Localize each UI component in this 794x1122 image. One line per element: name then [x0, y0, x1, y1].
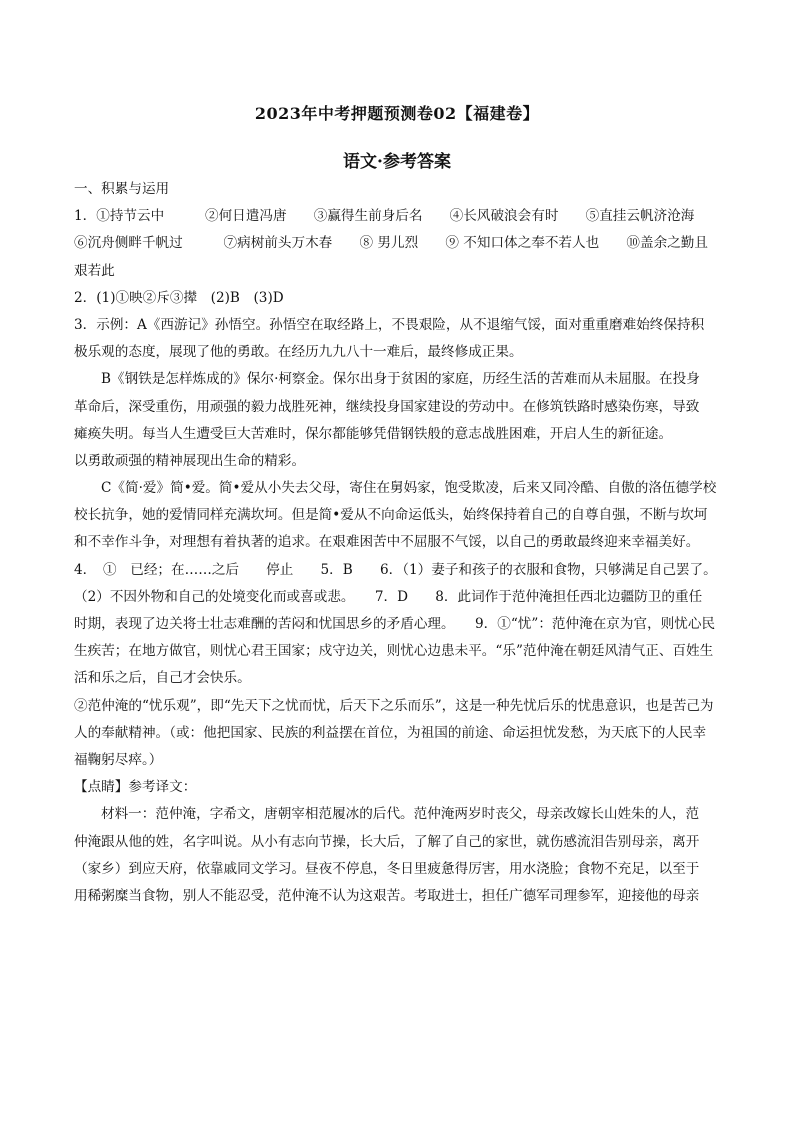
- text-line: 生疾苦；在地方做官，则忧心君王国家；戍守边关，则忧心边患未平。“乐”范仲淹在朝廷风清气正、百姓生: [74, 643, 714, 660]
- text-line: 艰若此: [74, 262, 115, 279]
- text-line: 和不幸作斗争，对理想有着执著的追求。在艰难困苦中不屈服不气馁，以自己的勇敢最终迎来幸福美好。: [74, 534, 700, 551]
- text-line: 3．示例：A《西游记》孙悟空。孙悟空在取经路上，不畏艰险，从不退缩气馁，面对重重磨难始终保持积: [74, 316, 705, 333]
- document-title: 2023年中考押题预测卷02【福建卷】: [254, 104, 540, 123]
- text-line: 时期，表现了边关将士壮志难酬的苦闷和忧国思乡的矛盾心理。 9．①“忧”：范仲淹在京为官，则忧心民: [74, 616, 716, 632]
- text-line: 4． ① 已经；在……之后 停止 5．B 6．（1）妻子和孩子的衣服和食物，只够满足自己罢了。: [74, 561, 717, 578]
- text-line: 一、积累与运用: [74, 181, 170, 197]
- text-line: 1．①持节云中 ②何日遣冯唐 ③赢得生前身后名 ④长风破浪会有时 ⑤直挂云帆济沧海: [74, 208, 695, 225]
- text-line: 革命后，深受重伤，用顽强的毅力战胜死神，继续投身国家建设的劳动中。在修筑铁路时感染伤寒，导致: [74, 398, 700, 415]
- text-line: 仲淹跟从他的姓，名字叫说。从小有志向节操，长大后，了解了自己的家世，就伤感流泪告别母亲，离开: [74, 833, 700, 850]
- text-line: B《钢铁是怎样炼成的》保尔·柯察金。保尔出身于贫困的家庭，历经生活的苦难而从未屈服。在投身: [101, 371, 700, 388]
- text-line: 以勇敢顽强的精神展现出生命的精彩。: [74, 452, 306, 469]
- text-line: ②范仲淹的“忧乐观”，即“先天下之忧而忧，后天下之乐而乐”，这是一种先忧后乐的忧患意识，也是苦己为: [74, 697, 714, 714]
- text-line: （家乡）到应天府，依靠戚同文学习。昼夜不停息，冬日里疲惫得厉害，用水浇脸；食物不充足，以至于: [74, 860, 700, 877]
- text-line: 极乐观的态度，展现了他的勇敢。在经历九九八十一难后，最终修成正果。: [74, 344, 523, 361]
- document-body: [74, 176, 722, 910]
- text-line: 2．(1)①映②斥③撵 (2)B (3)D: [74, 289, 284, 306]
- text-line: 福鞠躬尽瘁。）: [74, 751, 163, 768]
- text-line: 用稀粥糜当食物，别人不能忍受，范仲淹不认为这艰苦。考取进士，担任广德军司理参军，迎接他的母亲: [74, 887, 700, 904]
- document-subtitle: 语文·参考答案: [343, 152, 451, 172]
- text-line: （2）不因外物和自己的处境变化而或喜或悲。 7．D 8．此词作于范仲淹担任西北边疆防卫的重任: [74, 588, 703, 605]
- text-line: C《简·爱》简•爱。简•爱从小失去父母，寄住在舅妈家，饱受欺凌，后来又同冷酷、自傲的洛伍德学校: [101, 480, 717, 497]
- text-line: 瘫痪失明。每当人生遭受巨大苦难时，保尔都能够凭借钢铁般的意志战胜困难，开启人生的新征途。: [74, 425, 673, 442]
- text-line: 人的奉献精神。（或：他把国家、民族的利益摆在首位，为祖国的前途、命运担忧发愁，为天底下的人民幸: [74, 724, 707, 741]
- text-line: 【点睛】参考译文：: [74, 779, 197, 796]
- text-line: ⑥沉舟侧畔千帆过 ⑦病树前头万木春 ⑧ 男儿烈 ⑨ 不知口体之奉不若人也 ⑩盖余之勤且: [74, 235, 708, 252]
- text-line: 校长抗争，她的爱情同样充满坎坷。但是简•爱从不向命运低头，始终保持着自己的自尊自强，不断与坎坷: [74, 507, 708, 524]
- text-line: 活和乐之后，自己才会快乐。: [74, 670, 251, 687]
- text-line: 材料一：范仲淹，字希文，唐朝宰相范履冰的后代。范仲淹两岁时丧父，母亲改嫁长山姓朱的人，范: [101, 806, 700, 823]
